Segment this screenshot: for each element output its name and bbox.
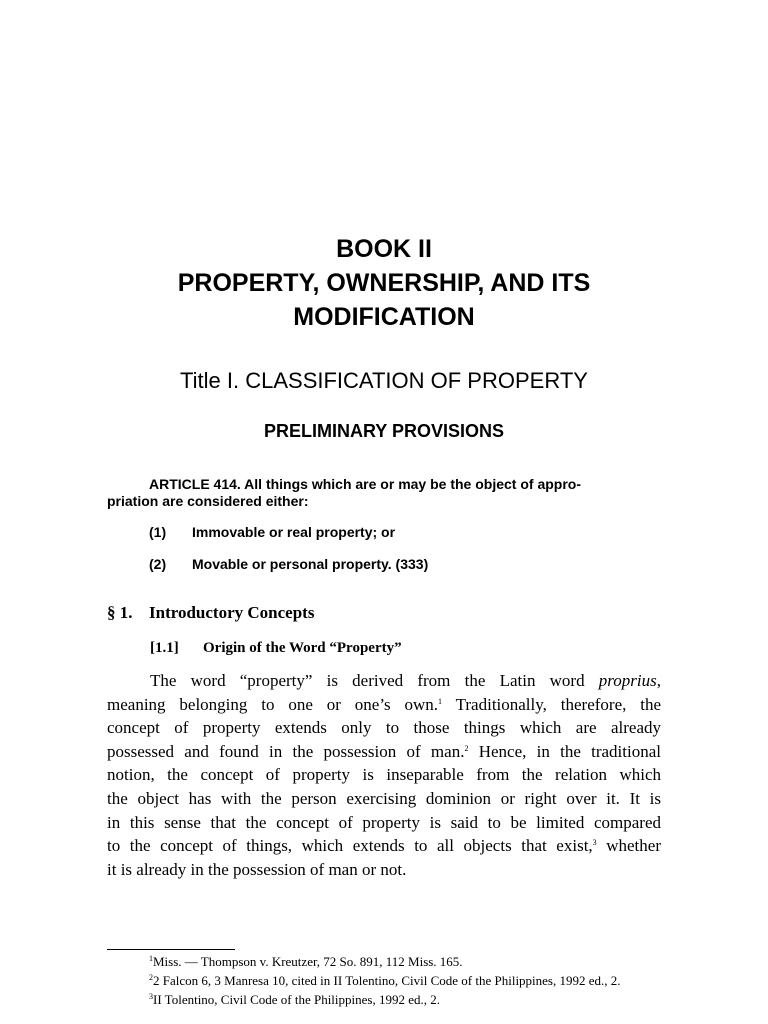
book-heading [100,232,668,334]
footnote-text: Miss. — Thompson v. Kreutzer, 72 So. 891, 112 Miss. 165. [153,954,463,969]
paragraph-line: notion, the concept of property is inseparable from the relation which [107,765,661,785]
paragraph-line: to the concept of things, which extends to all objects that exist,$^3$ whether [107,836,661,856]
footnote [107,972,661,989]
article-item-number: (2) [149,556,167,572]
paragraph-line: The word “property” is derived from the Latin word proprius, [150,671,661,690]
section-heading [107,602,314,624]
footnote-number: 3 [149,992,153,1001]
body-paragraph [107,669,661,881]
footnote-text: 2 Falcon 6, 3 Manresa 10, cited in II Tolentino, Civil Code of the Philippines, 1992 ed., 2. [153,973,621,988]
paragraph-line: possessed and found in the possession of man.$^2$ Hence, in the traditional [107,741,661,761]
subsection-heading [150,638,402,658]
footnote-text: II Tolentino, Civil Code of the Philippines, 1992 ed., 2. [153,992,440,1007]
footnote-divider [107,949,235,950]
paragraph-line: concept of property extends only to those things which are already [107,718,661,738]
paragraph-line: the object has with the person exercising dominion or right over it. It is [107,788,661,808]
article-item-text: Immovable or real property; or [192,524,396,540]
article-414 [107,476,661,510]
section-number: § 1. [107,603,133,622]
footnote-number: 1 [149,954,153,963]
footnote [107,953,661,970]
subsection-number: [1.1] [150,640,179,656]
paragraph-line: it is already in the possession of man or not. [107,859,407,879]
footnote [107,991,661,1008]
footnote-ref: 1 [438,696,443,706]
section-title: Introductory Concepts [149,603,315,622]
title-heading: Title I. CLASSIFICATION OF PROPERTY [180,368,588,393]
footnotes [107,953,661,1010]
footnote-ref: 2 [464,743,469,753]
book-number: BOOK II [336,235,432,263]
book-title-line-1: PROPERTY, OWNERSHIP, AND ITS [177,269,591,297]
footnote-ref: 3 [592,838,597,848]
latin-term: proprius [598,671,657,690]
article-item [149,523,395,541]
paragraph-line: in this sense that the concept of property is said to be limited compared [107,812,661,832]
book-title-line-2: MODIFICATION [293,303,475,331]
article-item-text: Movable or personal property. (333) [192,556,429,572]
subsection-title: Origin of the Word “Property” [203,640,402,656]
article-item [149,555,428,573]
article-text-line-1: ARTICLE 414. All things which are or may be the object of appro- [149,476,581,492]
preliminary-provisions-heading: PRELIMINARY PROVISIONS [263,421,505,441]
paragraph-line: meaning belonging to one or one’s own.$^1$ Traditionally, therefore, the [107,694,661,714]
article-text-line-2: priation are considered either: [107,493,309,509]
article-item-number: (1) [149,524,167,540]
footnote-number: 2 [149,973,153,982]
